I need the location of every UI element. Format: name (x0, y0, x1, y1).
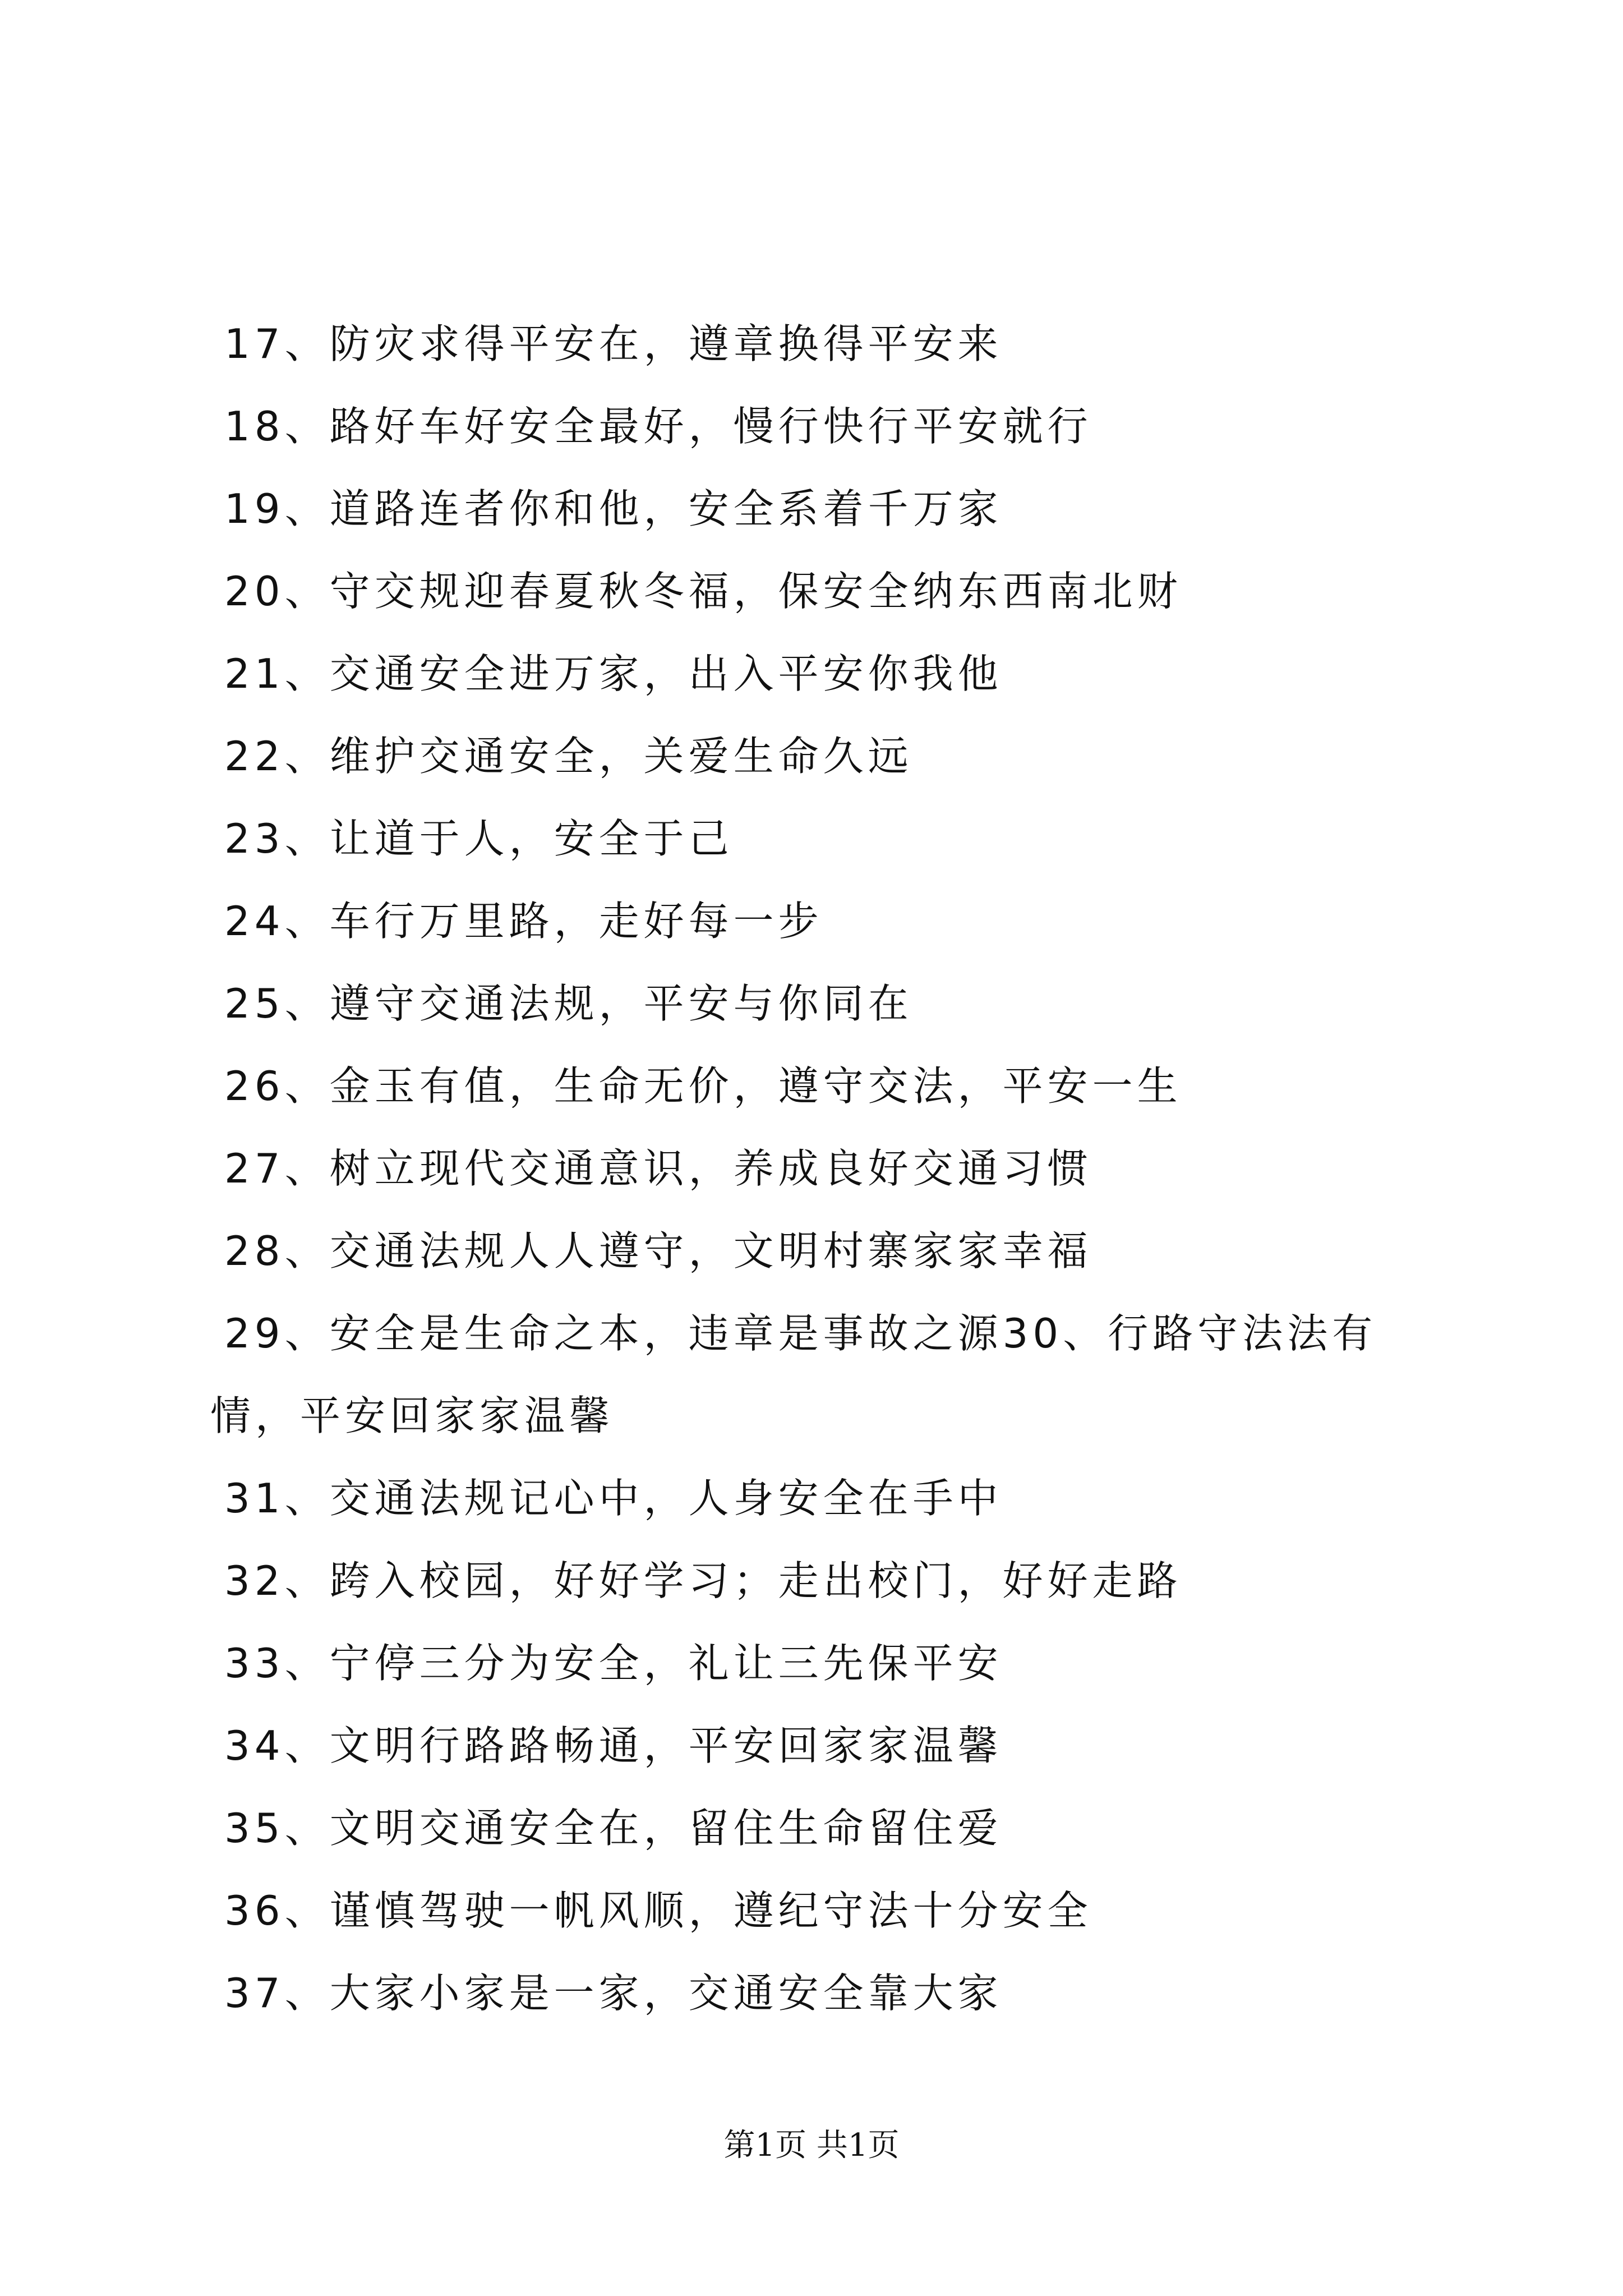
list-item: 23、让道于人，安全于己 (224, 815, 734, 862)
slogan-list (210, 303, 1458, 2035)
wrapped-item-line-1: 29、安全是生命之本，违章是事故之源30、行路守法法有 (224, 1310, 1377, 1357)
list-item: 36、谨慎驾驶一帆风顺，遵纪守法十分安全 (224, 1887, 1092, 1934)
list-item: 26、金玉有值，生命无价，遵守交法，平安一生 (224, 1062, 1182, 1110)
list-item: 37、大家小家是一家，交通安全靠大家 (224, 1970, 1003, 2017)
list-item: 25、遵守交通法规，平安与你同在 (224, 980, 913, 1027)
list-item: 34、文明行路路畅通，平安回家家温馨 (224, 1722, 1003, 1769)
list-item: 18、路好车好安全最好，慢行快行平安就行 (224, 403, 1092, 450)
page-indicator: 第1页 共1页 (723, 2127, 900, 2164)
list-item: 20、守交规迎春夏秋冬福，保安全纳东西南北财 (224, 568, 1182, 615)
list-item: 17、防灾求得平安在，遵章换得平安来 (224, 320, 1003, 367)
list-item: 33、宁停三分为安全，礼让三先保平安 (224, 1640, 1003, 1687)
list-item: 22、维护交通安全，关爱生命久远 (224, 733, 913, 780)
list-item: 24、车行万里路，走好每一步 (224, 898, 823, 945)
list-item: 31、交通法规记心中，人身安全在手中 (224, 1475, 1003, 1522)
wrapped-list-item (210, 1292, 1458, 1457)
list-item: 27、树立现代交通意识，养成良好交通习惯 (224, 1145, 1092, 1192)
list-item: 21、交通安全进万家，出入平安你我他 (224, 650, 1003, 697)
list-item: 19、道路连者你和他，安全系着千万家 (224, 485, 1003, 532)
list-item: 32、跨入校园，好好学习；走出校门，好好走路 (224, 1557, 1182, 1604)
list-item: 28、交通法规人人遵守，文明村寨家家幸福 (224, 1227, 1092, 1274)
page-footer (0, 2120, 1623, 2165)
wrapped-item-line-2: 情，平安回家家温馨 (210, 1392, 615, 1439)
list-item: 35、文明交通安全在，留住生命留住爱 (224, 1805, 1003, 1852)
